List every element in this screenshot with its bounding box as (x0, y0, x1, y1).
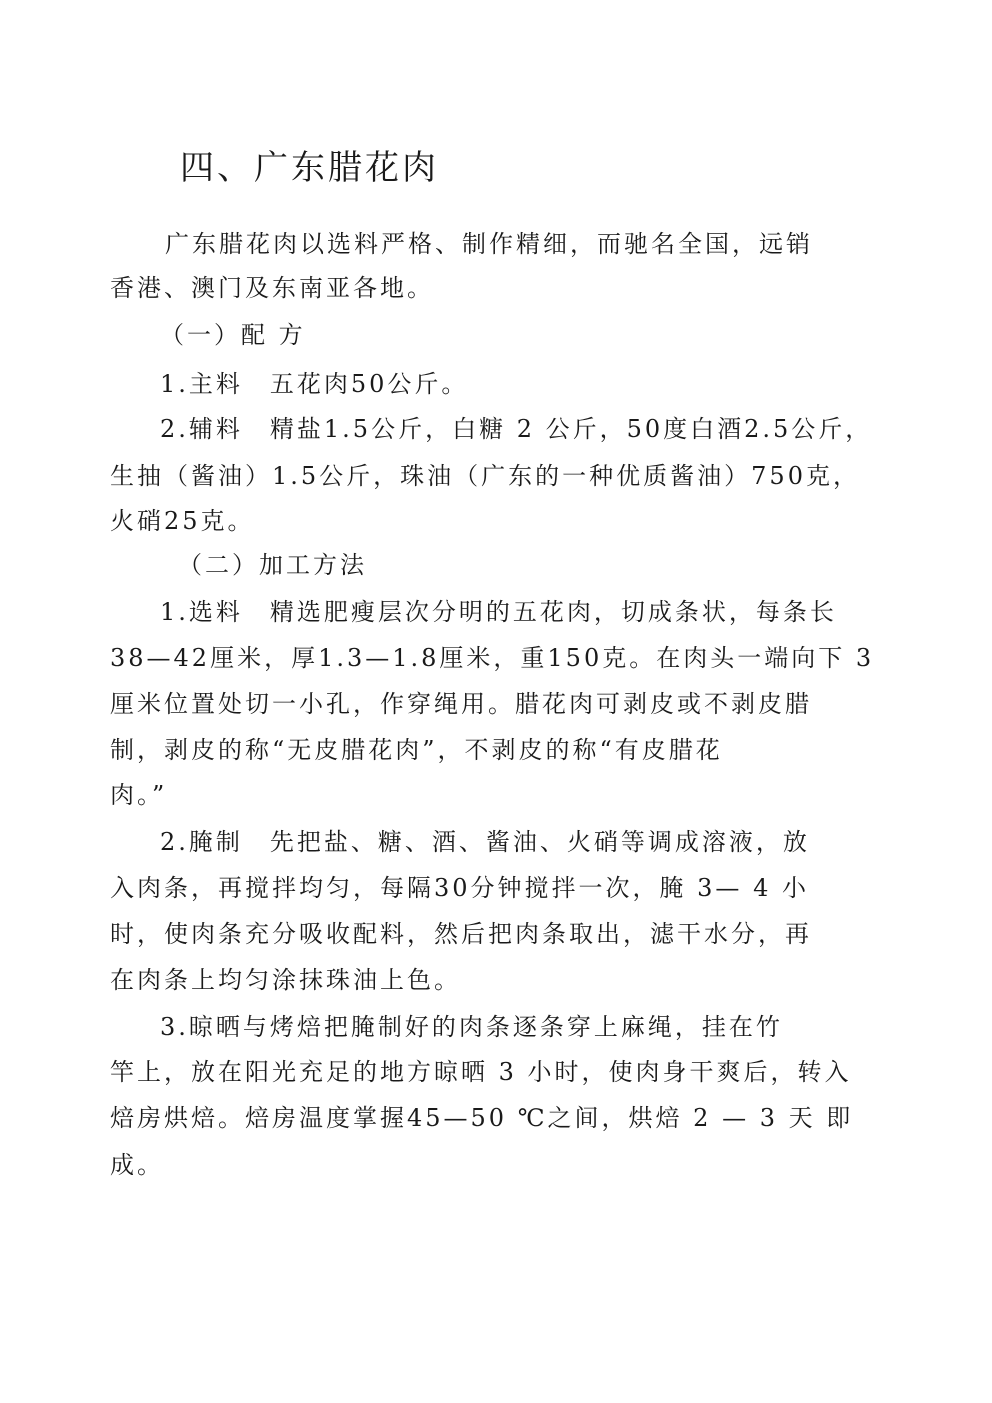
body-line: 时，使肉条充分吸收配料，然后把肉条取出，滤干水分，再 (110, 920, 812, 948)
section-title: 四、广东腊花肉 (180, 148, 439, 188)
body-line: 2.腌制 先把盐、糖、酒、酱油、火硝等调成溶液，放 (160, 828, 810, 856)
body-line: 香港、澳门及东南亚各地。 (110, 274, 434, 302)
body-line: 1.选料 精选肥瘦层次分明的五花肉，切成条状，每条长 (160, 598, 837, 626)
subheading-formula: （一）配 方 (160, 321, 306, 349)
body-line: 广东腊花肉以选料严格、制作精细，而驰名全国，远销 (165, 230, 813, 258)
body-line: 生抽（酱油）1.5公斤，珠油（广东的一种优质酱油）750克， (110, 462, 860, 490)
body-line: 厘米位置处切一小孔，作穿绳用。腊花肉可剥皮或不剥皮腊 (110, 690, 812, 718)
body-line: 竿上，放在阳光充足的地方晾晒 3 小时，使肉身干爽后，转入 (110, 1058, 852, 1086)
subheading-processing: （二）加工方法 (178, 551, 367, 579)
body-line: 火硝25克。 (110, 507, 255, 535)
body-line: 焙房烘焙。焙房温度掌握45—50 ℃之间，烘焙 2 — 3 天 即 (110, 1104, 854, 1132)
body-line: 成。 (110, 1151, 164, 1179)
body-line: 1.主料 五花肉50公斤。 (160, 370, 469, 398)
body-line: 制，剥皮的称“无皮腊花肉”，不剥皮的称“有皮腊花 (110, 736, 723, 764)
body-line: 在肉条上均匀涂抹珠油上色。 (110, 966, 461, 994)
body-line: 肉。” (110, 781, 168, 809)
body-line: 3.晾晒与烤焙把腌制好的肉条逐条穿上麻绳，挂在竹 (160, 1013, 783, 1041)
body-line: 38—42厘米，厚1.3—1.8厘米，重150克。在肉头一端向下 3 (110, 644, 875, 672)
body-line: 2.辅料 精盐1.5公斤，白糖 2 公斤，50度白酒2.5公斤， (160, 415, 873, 443)
body-line: 入肉条，再搅拌均匀，每隔30分钟搅拌一次，腌 3— 4 小 (110, 874, 809, 902)
